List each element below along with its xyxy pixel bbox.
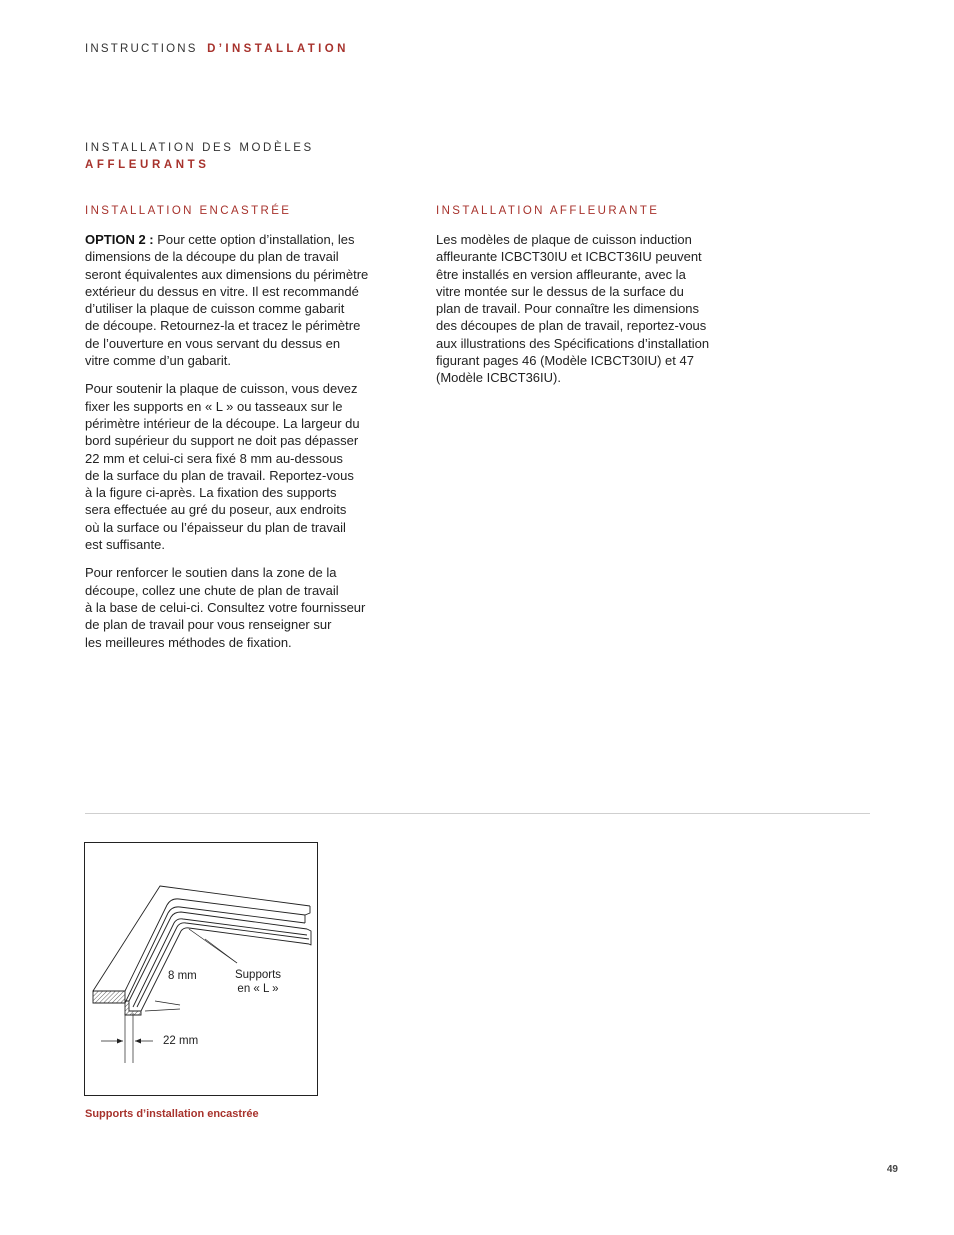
figure-frame — [84, 842, 318, 1096]
left-subhead: INSTALLATION ENCASTRÉE — [85, 205, 292, 217]
label-8mm: 8 mm — [168, 970, 197, 982]
label-supports — [232, 968, 284, 996]
left-paragraph-1 — [85, 231, 415, 369]
option-label: OPTION 2 : — [85, 232, 154, 247]
left-column — [85, 204, 415, 662]
section-title-line2: AFFLEURANTS — [85, 159, 210, 171]
left-paragraph-2: Pour soutenir la plaque de cuisson, vous devez fixer les supports en « L » ou tasseaux sur le périmètre intérieur de la découpe. La largeur du bord supérieur du support ne doit pas dépasser 22 mm et celui-ci sera fixé 8 mm au-dessous de la surface du plan de travail. Reportez-vous à la figure ci-après. La fixation des supports sera effectuée au gré du poseur, aux endroits où la surface ou l’épaisseur du plan de travail est suffisante. — [85, 381, 360, 553]
label-supports-line1: Supports — [234, 969, 282, 981]
label-22mm: 22 mm — [163, 1035, 199, 1047]
left-paragraph-1-text: Pour cette option d’installation, les dimensions de la découpe du plan de travail seront équivalentes aux dimensions du périmètre extérieur du dessus en vitre. Il est recommandé d’utiliser la plaque de cuisson comme gabarit de découpe. Retournez-la et tracez le périmètre de l’ouverture en vous servant du dessus en vitre comme d’un gabarit. — [85, 232, 369, 369]
running-header-accent: D’INSTALLATION — [207, 43, 349, 55]
label-supports-line2: en « L » — [237, 983, 279, 995]
horizontal-divider — [85, 813, 870, 814]
page-number: 49 — [886, 1164, 898, 1175]
right-column — [436, 204, 766, 398]
figure-caption: Supports d’installation encastrée — [85, 1108, 259, 1120]
section-title — [85, 140, 314, 174]
section-title-line1: INSTALLATION DES MODÈLES — [85, 142, 314, 154]
running-header — [85, 43, 349, 55]
right-paragraph-1: Les modèles de plaque de cuisson induction affleurante ICBCT30IU et ICBCT36IU peuvent être installés en version affleurante, avec la vitre montée sur le dessus de la surface du plan de travail. Pour connaître les dimensions des découpes de plan de travail, reportez-vous aux illustrations des Spécifications d’installation figurant pages 46 (Modèle ICBCT30IU) et 47 (Modèle ICBCT36IU). — [436, 232, 710, 386]
running-header-prefix: INSTRUCTIONS — [85, 43, 198, 55]
right-subhead: INSTALLATION AFFLEURANTE — [436, 205, 660, 217]
countertop-section — [93, 991, 125, 1003]
left-paragraph-3: Pour renforcer le soutien dans la zone de la découpe, collez une chute de plan de travail à la base de celui-ci. Consultez votre fournisseur de plan de travail pour vous renseigner sur les meilleures méthodes de fixation. — [85, 565, 366, 650]
